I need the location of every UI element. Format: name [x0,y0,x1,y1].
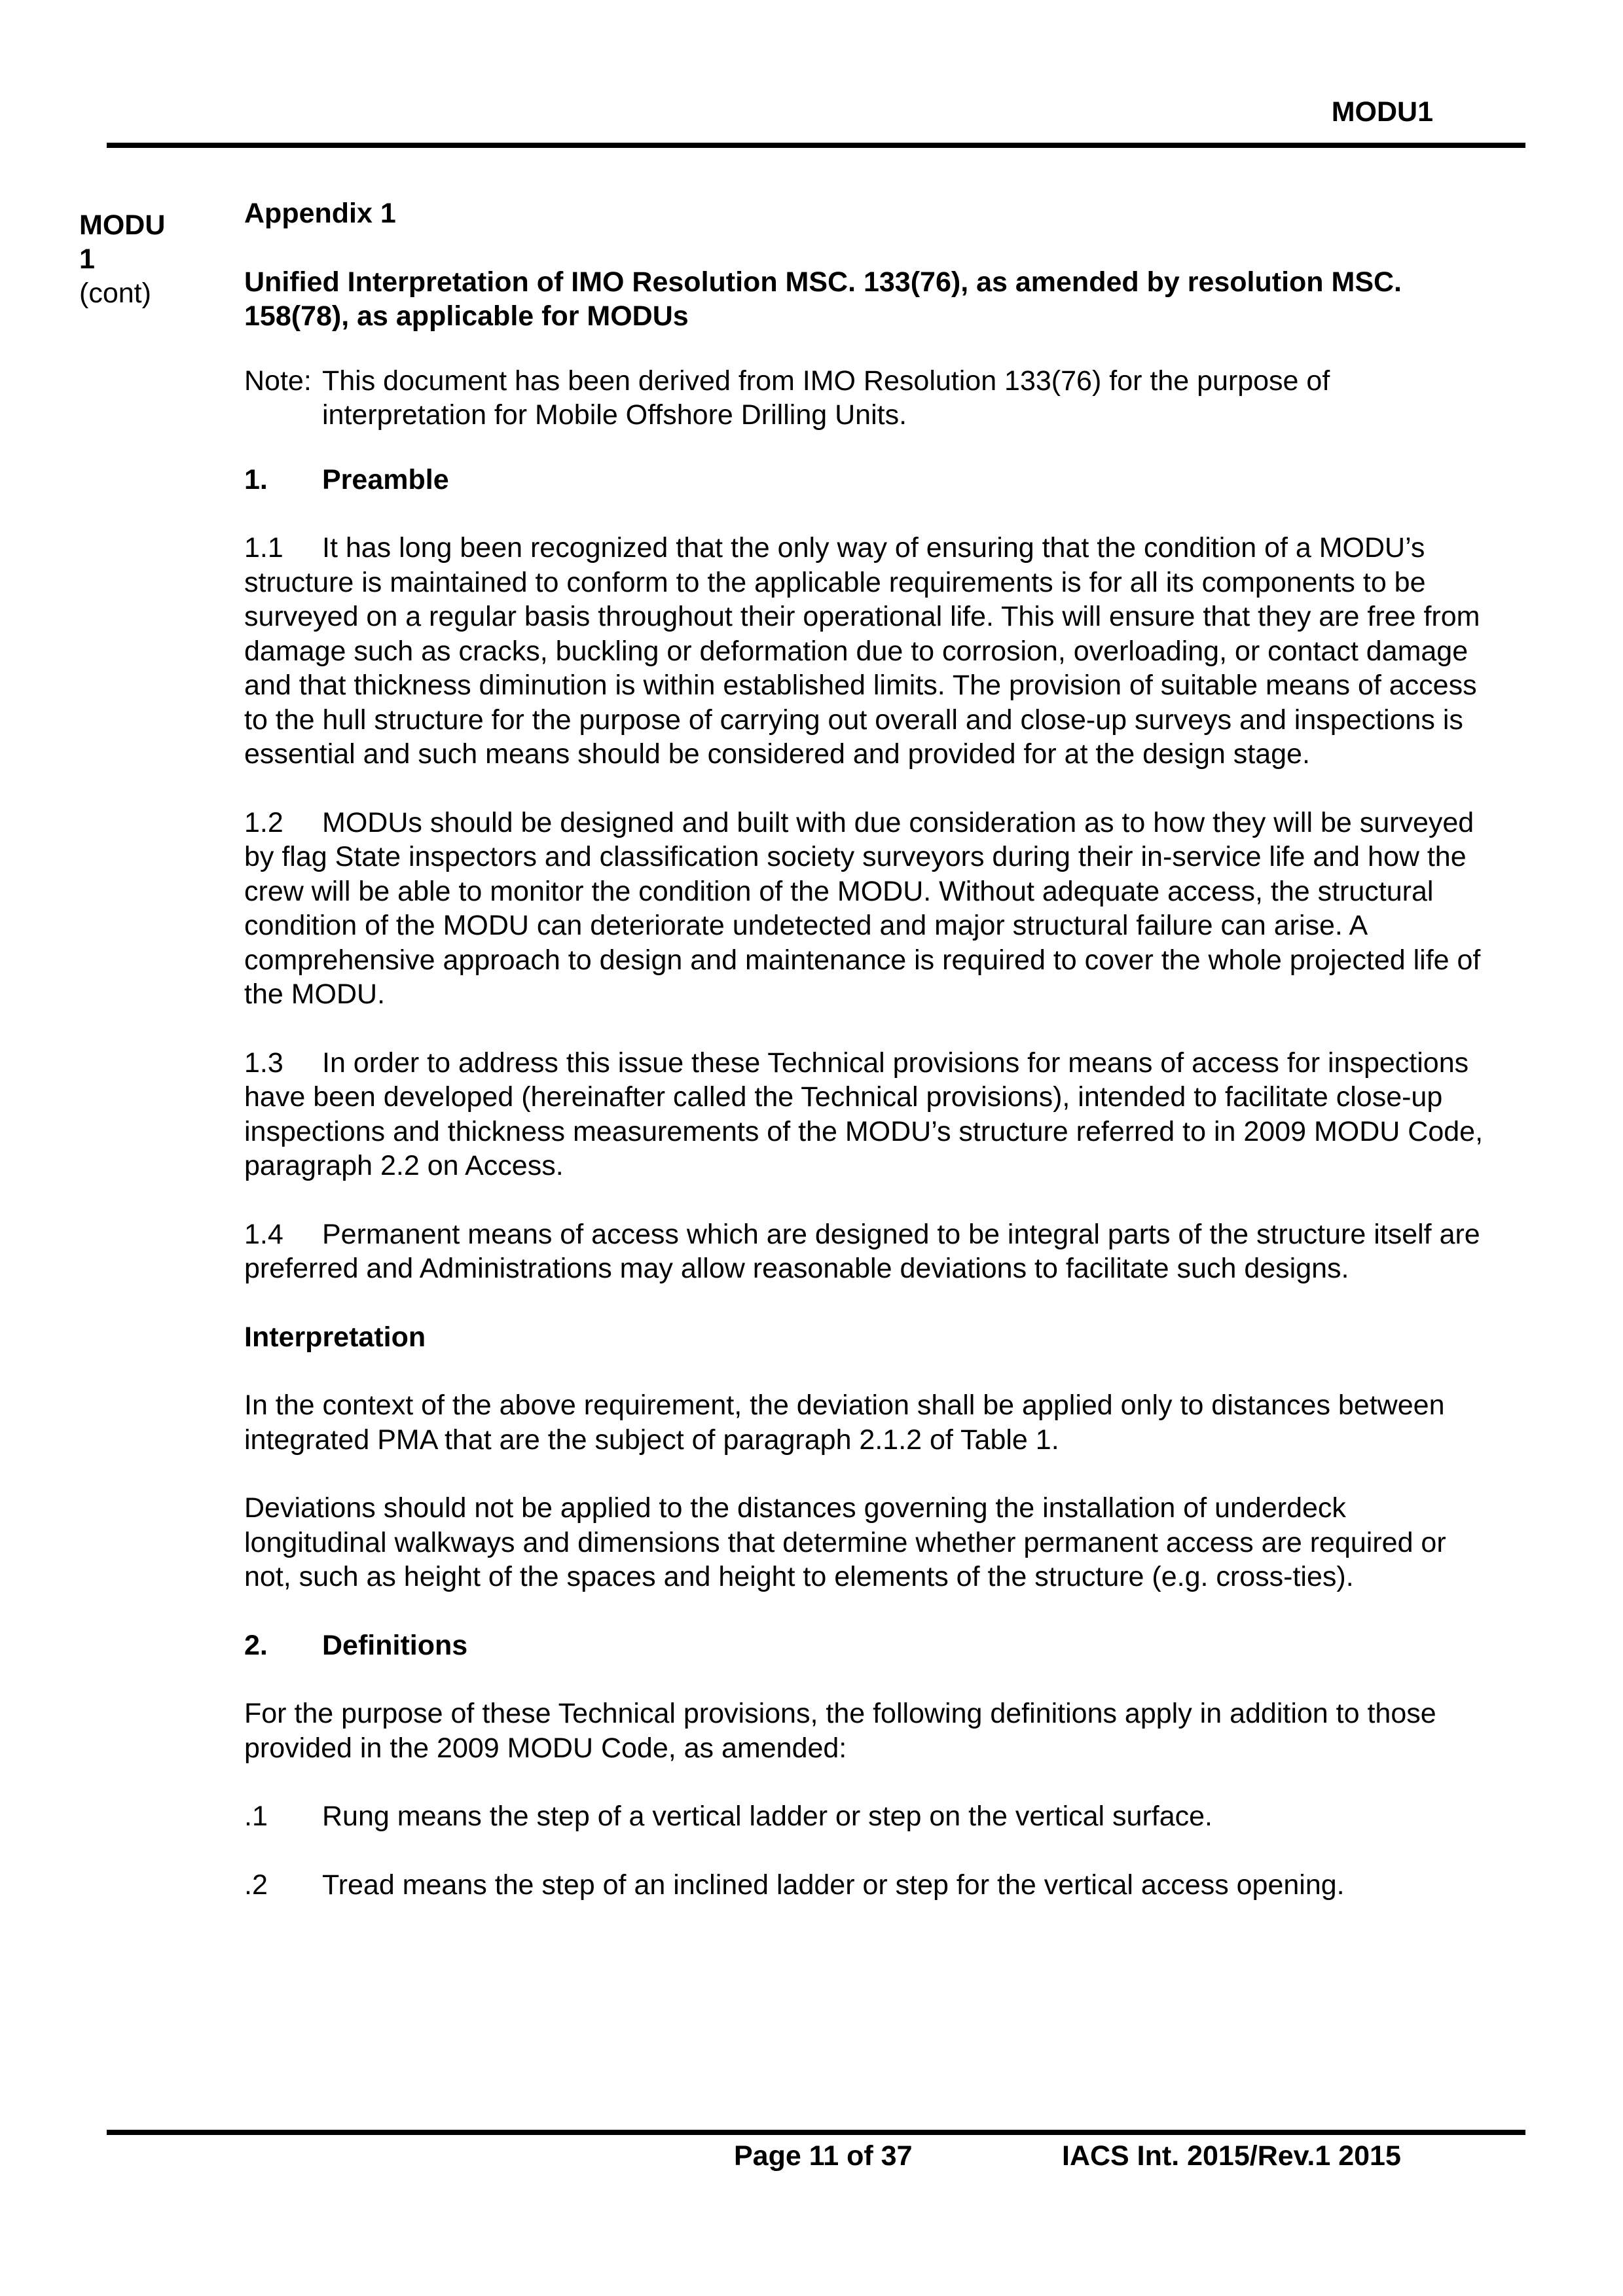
section-heading-definitions [244,1628,1485,1663]
interpretation-paragraph-1: In the context of the above requirement, the deviation shall be applied only to distances between integrated PMA that are the subject of paragraph 2.1.2 of Table 1. [244,1390,1445,1456]
section-title: Preamble [322,463,449,495]
interpretation-heading: Interpretation [244,1321,426,1353]
margin-reference [79,208,165,310]
margin-line-3: (cont) [79,278,151,309]
footer-rule [107,2130,1525,2135]
paragraph-1-2 [244,806,1485,1012]
definitions-intro: For the purpose of these Technical provisions, the following definitions apply in addition to those provided in the 2009 MODU Code, as amended: [244,1698,1436,1764]
definition-number: .2 [244,1869,268,1901]
page-number: Page 11 of 37 [734,2140,913,2172]
appendix-heading: Appendix 1 [244,198,396,229]
section-number: 2. [244,1629,268,1661]
section-heading-preamble [244,463,1485,497]
page-footer [0,2136,1623,2176]
document-code: MODU1 [1331,96,1433,128]
definition-text: Rung means the step of a vertical ladder or step on the vertical surface. [322,1801,1213,1832]
paragraph-1-3 [244,1046,1485,1183]
paragraph-1-4 [244,1217,1485,1286]
section-title: Definitions [322,1629,468,1661]
margin-line-1: MODU [79,209,166,241]
note-text: This document has been derived from IMO Resolution 133(76) for the purpose of interpretation for Mobile Offshore Drilling Units. [322,365,1330,431]
document-body [244,196,1485,1936]
paragraph-text: It has long been recognized that the only way of ensuring that the condition of a MODU’s structure is maintained to conform to the applicable requirements is for all its components to be surveyed on a regular basis throughout their operational life. This will ensure that they are free from damage such as cracks, buckling or deformation due to corrosion, overloading, or contact damage and that thickness diminution is within established limits. The provision of suitable means of access to the hull structure for the purpose of carrying out overall and close-up surveys and inspections is essential and such means should be considered and provided for at the design stage. [244,532,1480,770]
margin-line-2: 1 [79,243,95,275]
header-rule [107,143,1525,148]
note-label: Note: [244,365,312,397]
interpretation-paragraph-2: Deviations should not be applied to the distances governing the installation of underdeck longitudinal walkways and dimensions that determine whether permanent access are required or not, such as height of the spaces and height to elements of the structure (e.g. cross-ties). [244,1492,1446,1592]
section-number: 1. [244,463,268,495]
definition-tread [244,1868,1485,1903]
definition-number: .1 [244,1801,268,1832]
paragraph-text: MODUs should be designed and built with due consideration as to how they will be surveyed by flag State inspectors and classification society surveyors during their in-service life and how the crew will be able to monitor the condition of the MODU. Without adequate access, the structural condition of the MODU can deteriorate undetected and major structural failure can arise. A comprehensive approach to design and maintenance is required to cover the whole projected life of the MODU. [244,806,1481,1010]
paragraph-number: 1.3 [244,1047,283,1079]
note [244,364,1485,433]
paragraph-text: Permanent means of access which are designed to be integral parts of the structure itself are preferred and Administrations may allow reasonable deviations to facilitate such designs. [244,1218,1480,1284]
paragraph-number: 1.1 [244,532,283,564]
paragraph-1-1 [244,531,1485,772]
paragraph-text: In order to address this issue these Technical provisions for means of access for inspections have been developed (hereinafter called the Technical provisions), intended to facilitate close-up inspections and thickness measurements of the MODU’s structure referred to in 2009 MODU Code, paragraph 2.2 on Access. [244,1047,1484,1181]
document-reference: IACS Int. 2015/Rev.1 2015 [1062,2140,1401,2172]
definition-text: Tread means the step of an inclined ladder or step for the vertical access opening. [322,1869,1345,1901]
definition-rung [244,1799,1485,1834]
paragraph-number: 1.2 [244,806,283,838]
document-title: Unified Interpretation of IMO Resolution MSC. 133(76), as amended by resolution MSC. 158(78), as applicable for MODUs [244,266,1402,332]
paragraph-number: 1.4 [244,1218,283,1250]
